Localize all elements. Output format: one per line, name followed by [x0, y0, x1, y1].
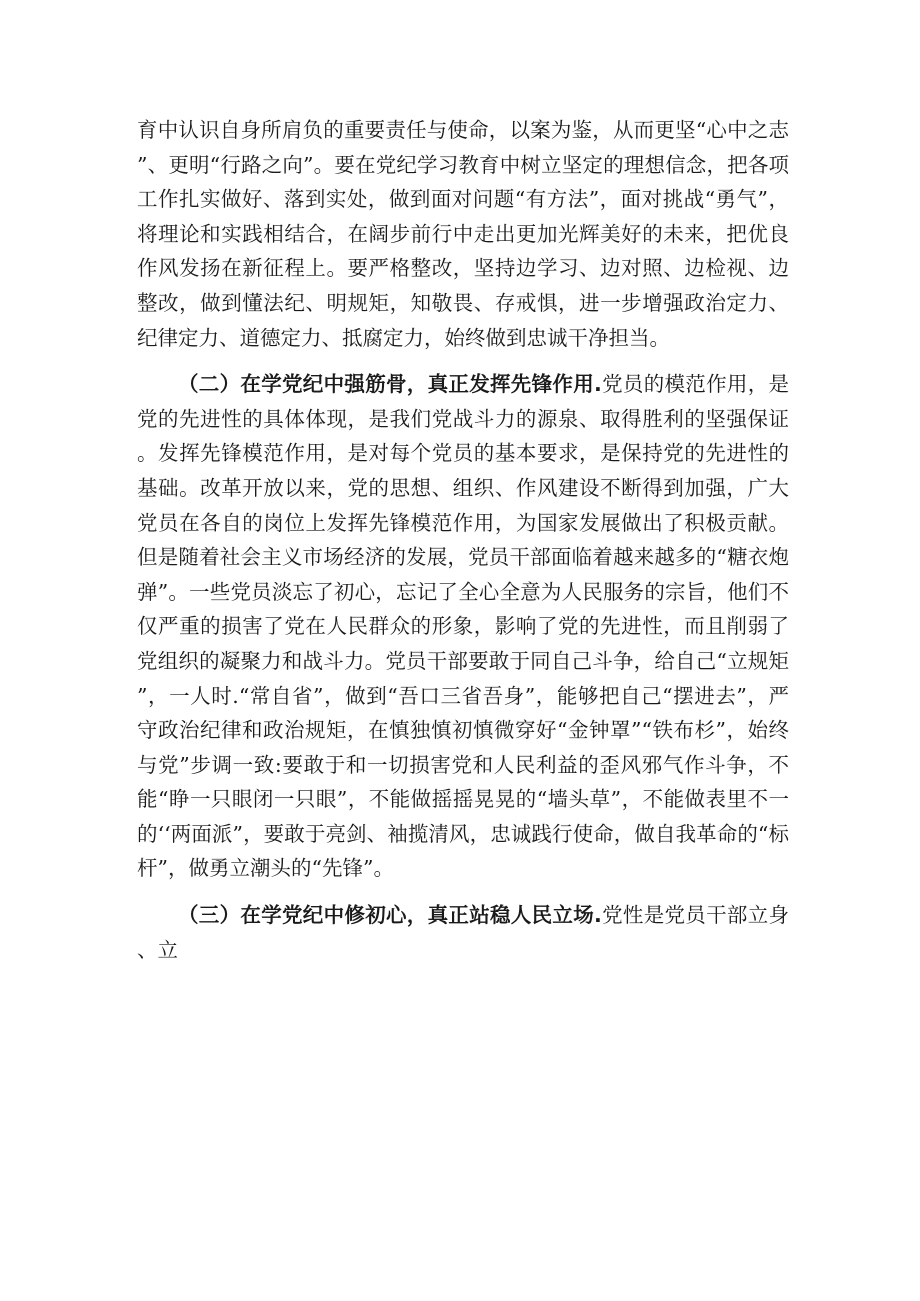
paragraph-section-three	[137, 898, 789, 967]
section-heading: （二）在学党纪中强筋骨，真正发挥先锋作用.	[178, 372, 602, 397]
document-body	[137, 113, 789, 967]
paragraph-continuation	[137, 113, 789, 355]
section-heading: （三）在学党纪中修初心，真正站稳人民立场.	[178, 903, 602, 928]
paragraph-text: 育中认识自身所肩负的重要责任与使命，以案为鉴，从而更坚“心中之志”、更明“行路之向”。要在党纪学习教育中树立坚定的理想信念，把各项工作扎实做好、落到实处，做到面对问题“有方法”，面对挑战“勇气”，将理论和实践相结合，在阔步前行中走出更加光辉美好的未来，把优良作风发扬在新征程上。要严格整改，坚持边学习、边对照、边检视、边整改，做到懂法纪、明规矩，知敬畏、存戒惧，进一步增强政治定力、纪律定力、道德定力、抵腐定力，始终做到忠诚干净担当。	[137, 118, 789, 350]
paragraph-text: 党员的模范作用，是党的先进性的具体体现，是我们党战斗力的源泉、取得胜利的坚强保证。发挥先锋模范作用，是对每个党员的基本要求，是保持党的先进性的基础。改革开放以来，党的思想、组织、作风建设不断得到加强，广大党员在各自的岗位上发挥先锋模范作用，为国家发展做出了积极贡献。但是随着社会主义市场经济的发展，党员干部面临着越来越多的“糖衣炮弹”。一些党员淡忘了初心，忘记了全心全意为人民服务的宗旨，他们不仅严重的损害了党在人民群众的形象，影响了党的先进性，而且削弱了党组织的凝聚力和战斗力。党员干部要敢于同自己斗争，给自己“立规矩”，一人时.“常自省”，做到“吾口三省吾身”，能够把自己“摆进去”，严守政治纪律和政治规矩，在慎独慎初慎微穿好“金钟罩”“铁布杉”，始终与党”步调一致:要敢于和一切损害党和人民利益的歪风邪气作斗争，不能“睁一只眼闭一只眼”，不能做摇摇晃晃的“墙头草”，不能做表里不一的‘‘两面派”，要敢于亮剑、袖揽清风，忠诚践行使命，做自我革命的“标杆”，做勇立潮头的“先锋”。	[137, 372, 789, 881]
paragraph-section-two	[137, 367, 789, 886]
paragraph-text: 党性是党员干部立身、立	[137, 903, 789, 962]
